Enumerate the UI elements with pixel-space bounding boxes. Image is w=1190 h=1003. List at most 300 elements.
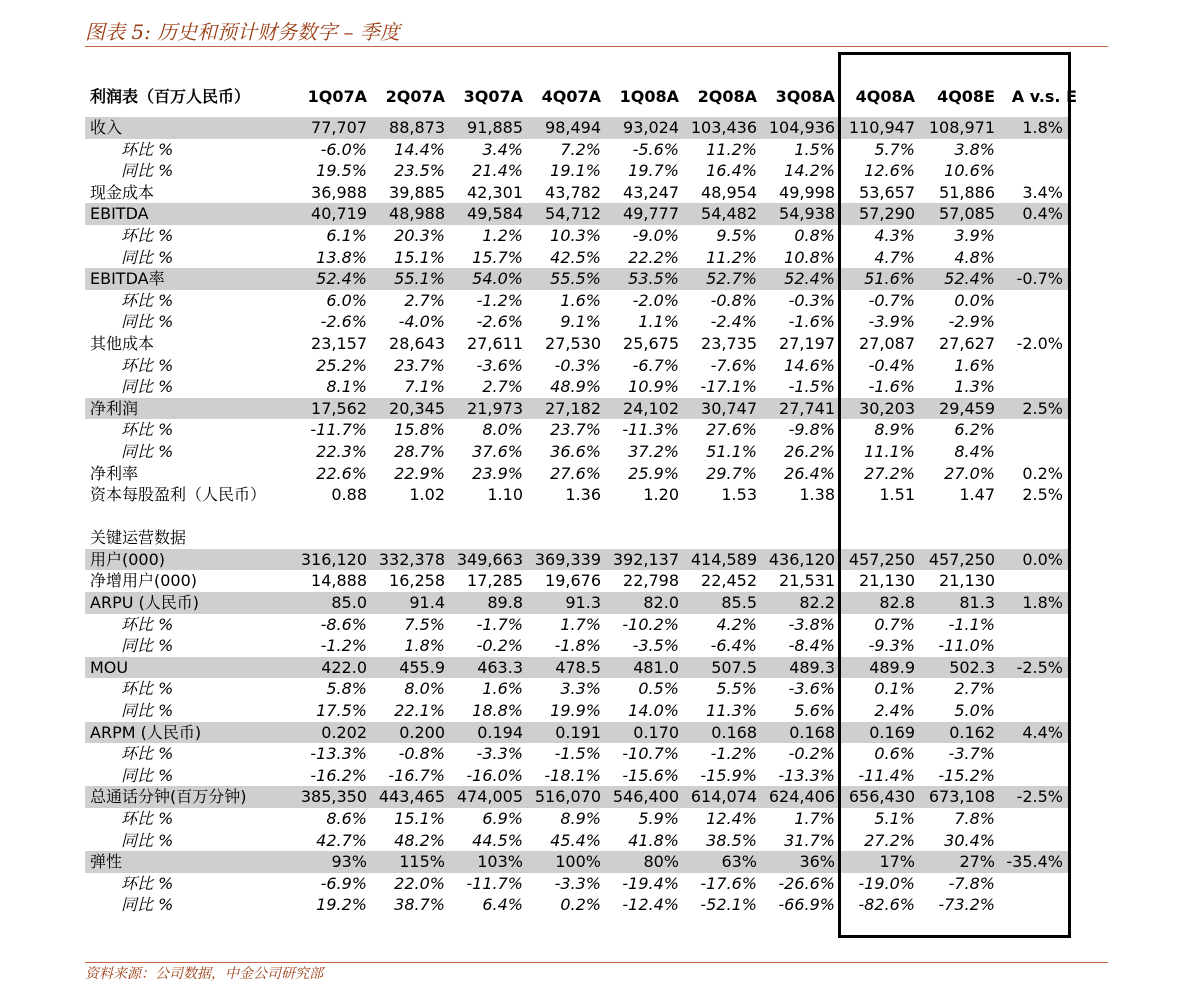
table-cell: -19.0% — [858, 873, 915, 893]
row-label: 总通话分钟(百万分钟) — [90, 787, 247, 807]
table-cell: -16.7% — [388, 765, 445, 785]
table-cell: -6.9% — [320, 873, 367, 893]
table-cell: 57,085 — [939, 204, 995, 224]
table-cell: 3.4% — [482, 139, 523, 159]
table-cell: 91,885 — [467, 118, 523, 137]
table-cell: -3.5% — [632, 636, 679, 656]
table-cell: 28,643 — [389, 333, 445, 353]
table-cell: 0.7% — [874, 614, 915, 634]
table-cell: 463.3 — [477, 657, 523, 677]
table-cell: 481.0 — [633, 657, 679, 677]
table-cell — [365, 506, 445, 528]
table-cell: 19.9% — [550, 701, 601, 721]
table-cell: 54,938 — [779, 204, 835, 224]
table-cell: 5.7% — [874, 139, 915, 159]
table-cell: 23.9% — [472, 463, 523, 483]
table-cell: 41.8% — [628, 830, 679, 850]
table-cell: 28.7% — [394, 441, 445, 461]
table-cell: 0.0% — [954, 290, 995, 310]
table-cell: 21,531 — [779, 571, 835, 591]
table-cell: -0.4% — [868, 355, 915, 375]
table-cell: 1.47 — [959, 485, 995, 505]
table-cell: -3.3% — [554, 873, 601, 893]
table-cell: -0.8% — [710, 290, 757, 310]
table-cell: 6.0% — [326, 290, 367, 310]
table-cell: -7.8% — [948, 873, 995, 893]
table-cell: 4.8% — [954, 247, 995, 267]
table-cell: -8.4% — [788, 636, 835, 656]
row-label: 资本每股盈利（人民币） — [90, 485, 267, 505]
table-cell: -0.2% — [476, 636, 523, 656]
table-cell: -2.5% — [1016, 657, 1063, 677]
table-cell: 0.162 — [949, 722, 995, 742]
table-cell: 422.0 — [321, 657, 367, 677]
table-cell — [599, 527, 679, 549]
table-cell: 29,459 — [939, 398, 995, 418]
table-cell: 55.1% — [394, 269, 445, 289]
table-header-label: 利润表（百万人民币） — [90, 87, 251, 106]
table-cell: 30,203 — [859, 398, 915, 418]
table-cell: -9.3% — [868, 636, 915, 656]
table-cell: 27.6% — [550, 463, 601, 483]
table-cell: -17.6% — [700, 873, 757, 893]
table-cell: 42.5% — [550, 247, 601, 267]
table-cell: -9.8% — [788, 420, 835, 440]
table-cell: 39,885 — [389, 182, 445, 202]
table-cell: 1.7% — [794, 809, 835, 828]
table-cell: 17,562 — [311, 398, 367, 418]
table-cell: 54.0% — [472, 269, 523, 289]
table-cell: 0.168 — [711, 722, 757, 742]
table-cell: 7.8% — [954, 809, 995, 828]
table-cell: 8.1% — [326, 377, 367, 397]
table-cell: 30,747 — [701, 398, 757, 418]
table-cell: -35.4% — [1006, 852, 1063, 872]
table-cell: 624,406 — [768, 787, 835, 807]
table-cell: 14.2% — [784, 161, 835, 181]
table-cell: 614,074 — [690, 787, 757, 807]
table-cell: 51.1% — [706, 441, 757, 461]
table-cell: -18.1% — [544, 765, 601, 785]
table-cell: 478.5 — [555, 657, 601, 677]
table-cell: 45.4% — [550, 830, 601, 850]
table-cell: -0.7% — [868, 290, 915, 310]
table-cell: 77,707 — [311, 118, 367, 137]
table-cell: 27,182 — [545, 398, 601, 418]
column-header: 2Q07A — [385, 87, 445, 106]
table-cell: 52.4% — [944, 269, 995, 289]
row-label: 同比 % — [121, 312, 174, 332]
table-cell: 457,250 — [928, 549, 995, 569]
table-cell: -3.7% — [948, 744, 995, 764]
table-cell: 1.6% — [954, 355, 995, 375]
table-cell: 21.4% — [472, 161, 523, 181]
table-cell: 48.9% — [550, 377, 601, 397]
table-cell: -15.2% — [938, 765, 995, 785]
table-cell: 52.7% — [706, 269, 757, 289]
table-cell: 332,378 — [378, 549, 445, 569]
table-cell: -1.2% — [320, 636, 367, 656]
table-cell: 502.3 — [949, 657, 995, 677]
table-cell: 108,971 — [928, 118, 995, 137]
highlight-box — [838, 52, 1071, 938]
table-cell: -11.7% — [310, 420, 367, 440]
table-cell: 0.8% — [794, 225, 835, 245]
table-cell: 4.2% — [716, 614, 757, 634]
table-cell: 80% — [643, 852, 679, 872]
row-label: 环比 % — [121, 355, 174, 375]
table-cell: 8.4% — [954, 441, 995, 461]
table-cell: 507.5 — [711, 657, 757, 677]
table-cell: 85.5 — [721, 593, 757, 613]
table-cell — [599, 506, 679, 528]
row-label: 用户(000) — [90, 549, 166, 569]
table-cell: 1.1% — [638, 312, 679, 332]
table-cell: 0.6% — [874, 744, 915, 764]
table-cell: 8.0% — [482, 420, 523, 440]
table-cell: -17.1% — [700, 377, 757, 397]
table-cell: 5.8% — [326, 679, 367, 699]
table-cell: 53.5% — [628, 269, 679, 289]
table-cell: 2.7% — [482, 377, 523, 397]
table-cell: 7.5% — [404, 614, 445, 634]
row-label: ARPM (人民币) — [90, 722, 202, 742]
table-cell: 1.6% — [560, 290, 601, 310]
table-cell — [443, 527, 523, 549]
table-cell: 23.7% — [394, 355, 445, 375]
table-cell: -1.1% — [948, 614, 995, 634]
table-cell: -1.2% — [710, 744, 757, 764]
table-cell: 22.0% — [394, 873, 445, 893]
table-cell: -11.3% — [622, 420, 679, 440]
table-cell: -66.9% — [778, 895, 835, 915]
table-cell: 93% — [331, 852, 367, 872]
table-cell: 385,350 — [300, 787, 367, 807]
table-cell: -1.8% — [554, 636, 601, 656]
table-cell: -1.5% — [788, 377, 835, 397]
table-cell: 21,130 — [939, 571, 995, 591]
row-label: 现金成本 — [90, 182, 155, 202]
table-cell: -11.4% — [858, 765, 915, 785]
table-cell: -2.6% — [320, 312, 367, 332]
table-cell: 5.1% — [874, 809, 915, 828]
table-cell: 27.2% — [864, 830, 915, 850]
row-label: 环比 % — [121, 744, 174, 764]
table-cell: 20,345 — [389, 398, 445, 418]
table-cell: -2.9% — [948, 312, 995, 332]
row-label: ARPU (人民币) — [90, 593, 199, 613]
table-cell: -0.7% — [1016, 269, 1063, 289]
table-cell: -6.7% — [632, 355, 679, 375]
table-cell: 27,741 — [779, 398, 835, 418]
table-cell: -2.4% — [710, 312, 757, 332]
table-cell: 16,258 — [389, 571, 445, 591]
table-cell: 1.36 — [565, 485, 601, 505]
column-header: 4Q08A — [855, 87, 915, 106]
row-label: 关键运营数据 — [90, 528, 187, 548]
table-cell: 23.7% — [550, 420, 601, 440]
table-cell: 6.4% — [482, 895, 523, 915]
table-cell: 15.8% — [394, 420, 445, 440]
table-cell: 2.7% — [404, 290, 445, 310]
row-label: EBITDA率 — [90, 269, 165, 289]
table-cell: -52.1% — [700, 895, 757, 915]
table-cell: 516,070 — [534, 787, 601, 807]
table-cell: 1.10 — [487, 485, 523, 505]
table-cell: 36.6% — [550, 441, 601, 461]
table-cell: 14.0% — [628, 701, 679, 721]
table-cell — [287, 527, 367, 549]
table-cell: 38.5% — [706, 830, 757, 850]
table-cell: -15.6% — [622, 765, 679, 785]
table-cell: 1.5% — [794, 139, 835, 159]
row-label: 同比 % — [121, 377, 174, 397]
table-cell: 43,782 — [545, 182, 601, 202]
table-cell: 8.6% — [326, 809, 367, 828]
table-cell: 5.0% — [954, 701, 995, 721]
table-cell: 93,024 — [623, 118, 679, 137]
table-cell: 8.0% — [404, 679, 445, 699]
row-label: 环比 % — [121, 679, 174, 699]
table-cell: -2.0% — [632, 290, 679, 310]
table-cell: -0.8% — [398, 744, 445, 764]
row-label: 其他成本 — [90, 333, 155, 353]
source-note: 资料来源：公司数据，中金公司研究部 — [85, 966, 323, 982]
table-cell: 1.8% — [1022, 593, 1063, 613]
table-cell: 6.9% — [482, 809, 523, 828]
table-cell: 11.3% — [706, 701, 757, 721]
table-cell: 22.2% — [628, 247, 679, 267]
table-cell: 44.5% — [472, 830, 523, 850]
table-cell: 29.7% — [706, 463, 757, 483]
table-cell: 489.3 — [789, 657, 835, 677]
table-cell: 27,611 — [467, 333, 523, 353]
column-header: 4Q07A — [541, 87, 601, 106]
table-cell: 21,130 — [859, 571, 915, 591]
table-cell: 0.5% — [638, 679, 679, 699]
table-cell: 1.7% — [560, 614, 601, 634]
table-cell: 1.38 — [799, 485, 835, 505]
table-cell: 8.9% — [560, 809, 601, 828]
table-cell — [443, 506, 523, 528]
table-cell: -7.6% — [710, 355, 757, 375]
table-cell: 85.0 — [331, 593, 367, 613]
table-cell: 1.53 — [721, 485, 757, 505]
table-cell: 673,108 — [928, 787, 995, 807]
title-rule — [85, 46, 1108, 47]
table-cell: -13.3% — [310, 744, 367, 764]
table-cell: 57,290 — [859, 204, 915, 224]
table-cell: 53,657 — [859, 182, 915, 202]
table-cell: 4.4% — [1022, 722, 1063, 742]
table-cell: 0.2% — [560, 895, 601, 915]
table-cell: 24,102 — [623, 398, 679, 418]
table-cell: 48.2% — [394, 830, 445, 850]
table-cell: 49,777 — [623, 204, 679, 224]
column-header: A v.s. E — [1011, 87, 1077, 106]
table-cell: 25,675 — [623, 333, 679, 353]
table-cell: 12.4% — [706, 809, 757, 828]
table-cell: 13.8% — [316, 247, 367, 267]
row-label: 净利润 — [90, 398, 139, 418]
table-cell: 37.2% — [628, 441, 679, 461]
table-cell: 0.194 — [477, 722, 523, 742]
table-cell: 0.191 — [555, 722, 601, 742]
table-cell: 27,087 — [859, 333, 915, 353]
table-cell: 0.200 — [399, 722, 445, 742]
table-cell: 0.169 — [869, 722, 915, 742]
table-cell: 115% — [399, 852, 445, 872]
table-cell: -0.3% — [788, 290, 835, 310]
table-cell: 414,589 — [690, 549, 757, 569]
table-cell: 36,988 — [311, 182, 367, 202]
column-header: 1Q08A — [619, 87, 679, 106]
table-cell: 0.168 — [789, 722, 835, 742]
table-cell: 656,430 — [848, 787, 915, 807]
table-cell: 89.8 — [487, 593, 523, 613]
table-cell: 19.2% — [316, 895, 367, 915]
table-cell: 103,436 — [690, 118, 757, 137]
table-cell: 27,627 — [939, 333, 995, 353]
column-header: 2Q08A — [697, 87, 757, 106]
table-cell: 2.5% — [1022, 485, 1063, 505]
table-cell: 27,530 — [545, 333, 601, 353]
table-cell: 22.3% — [316, 441, 367, 461]
table-cell: 42,301 — [467, 182, 523, 202]
table-cell: 1.51 — [879, 485, 915, 505]
table-cell: 22,452 — [701, 571, 757, 591]
table-cell: 11.1% — [864, 441, 915, 461]
table-cell: 49,998 — [779, 182, 835, 202]
row-label: 同比 % — [121, 161, 174, 181]
table-cell — [521, 527, 601, 549]
table-cell — [287, 506, 367, 528]
table-cell: 14.6% — [784, 355, 835, 375]
row-label: 净利率 — [90, 463, 139, 483]
table-cell: 0.88 — [331, 485, 367, 505]
table-cell — [677, 527, 757, 549]
table-cell: 37.6% — [472, 441, 523, 461]
row-label: 环比 % — [121, 873, 174, 893]
table-cell: 3.9% — [954, 225, 995, 245]
table-cell: 19,676 — [545, 571, 601, 591]
table-cell: 98,494 — [545, 118, 601, 137]
table-cell: 474,005 — [456, 787, 523, 807]
row-label: 同比 % — [121, 701, 174, 721]
table-cell: 2.4% — [874, 701, 915, 721]
table-cell: 23.5% — [394, 161, 445, 181]
table-cell: -10.7% — [622, 744, 679, 764]
column-header: 3Q08A — [775, 87, 835, 106]
table-cell: 15.1% — [394, 247, 445, 267]
table-cell: -0.3% — [554, 355, 601, 375]
table-cell: -3.6% — [476, 355, 523, 375]
table-cell: 19.7% — [628, 161, 679, 181]
table-cell: 1.20 — [643, 485, 679, 505]
table-cell: 31.7% — [784, 830, 835, 850]
table-cell: 443,465 — [378, 787, 445, 807]
table-cell: 4.7% — [874, 247, 915, 267]
table-cell: -11.7% — [466, 873, 523, 893]
table-cell: 546,400 — [612, 787, 679, 807]
table-cell: 103% — [477, 852, 523, 872]
table-cell: 27.0% — [944, 463, 995, 483]
table-cell: 0.170 — [633, 722, 679, 742]
table-cell: 27% — [959, 852, 995, 872]
table-cell: 392,137 — [612, 549, 679, 569]
table-cell: -5.6% — [632, 139, 679, 159]
table-cell: -11.0% — [938, 636, 995, 656]
row-label: MOU — [90, 657, 129, 677]
table-cell: -9.0% — [632, 225, 679, 245]
table-cell: -1.7% — [476, 614, 523, 634]
row-label: 同比 % — [121, 247, 174, 267]
table-cell: 3.8% — [954, 139, 995, 159]
table-cell — [521, 506, 601, 528]
row-label: 收入 — [90, 118, 123, 137]
table-cell — [755, 527, 835, 549]
row-label: 弹性 — [90, 852, 123, 872]
table-cell: 91.3 — [565, 593, 601, 613]
table-cell: 1.3% — [954, 377, 995, 397]
table-cell: 1.6% — [482, 679, 523, 699]
row-label: 环比 % — [121, 225, 174, 245]
table-cell: -2.0% — [1016, 333, 1063, 353]
table-cell: 2.5% — [1022, 398, 1063, 418]
row-label: 环比 % — [121, 809, 174, 828]
table-cell: 22.1% — [394, 701, 445, 721]
table-cell: 0.2% — [1022, 463, 1063, 483]
table-cell: -16.0% — [466, 765, 523, 785]
table-cell: 55.5% — [550, 269, 601, 289]
table-cell: -8.6% — [320, 614, 367, 634]
table-cell: -4.0% — [398, 312, 445, 332]
table-cell: -12.4% — [622, 895, 679, 915]
table-cell: 15.1% — [394, 809, 445, 828]
table-cell: 25.2% — [316, 355, 367, 375]
table-cell: 23,157 — [311, 333, 367, 353]
table-cell: 455.9 — [399, 657, 445, 677]
table-cell: 7.2% — [560, 139, 601, 159]
table-cell: 27,197 — [779, 333, 835, 353]
table-cell: 27.2% — [864, 463, 915, 483]
table-cell: -2.6% — [476, 312, 523, 332]
table-cell: 42.7% — [316, 830, 367, 850]
table-cell — [755, 506, 835, 528]
table-cell: -13.3% — [778, 765, 835, 785]
table-cell: 3.4% — [1022, 182, 1063, 202]
table-cell: -73.2% — [938, 895, 995, 915]
table-cell: 48,954 — [701, 182, 757, 202]
table-cell: 43,247 — [623, 182, 679, 202]
table-cell: 1.8% — [1022, 118, 1063, 137]
table-cell: 16.4% — [706, 161, 757, 181]
table-cell: 104,936 — [768, 118, 835, 137]
table-cell: 25.9% — [628, 463, 679, 483]
table-cell: 7.1% — [404, 377, 445, 397]
table-cell: 36% — [799, 852, 835, 872]
table-cell: 489.9 — [869, 657, 915, 677]
table-cell: -26.6% — [778, 873, 835, 893]
table-cell: -3.9% — [868, 312, 915, 332]
table-cell: -1.5% — [554, 744, 601, 764]
table-cell: 21,973 — [467, 398, 523, 418]
table-cell: 26.2% — [784, 441, 835, 461]
table-cell: -3.3% — [476, 744, 523, 764]
table-cell: 40,719 — [311, 204, 367, 224]
table-cell: 91.4 — [409, 593, 445, 613]
table-cell: 1.2% — [482, 225, 523, 245]
